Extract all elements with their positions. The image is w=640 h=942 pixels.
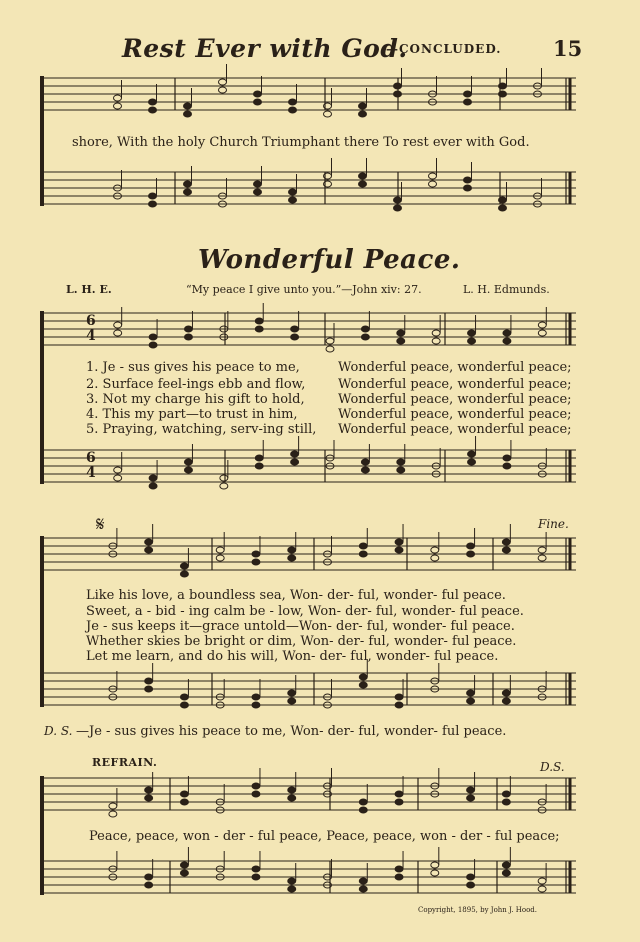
staff-1-note xyxy=(149,99,157,105)
staff-4-note xyxy=(467,795,475,801)
staff-2-bass-note xyxy=(114,475,122,481)
staff-2-note xyxy=(503,330,511,336)
staff-3-note xyxy=(180,571,188,577)
staff-2-treble xyxy=(44,313,576,345)
staff-1-bass-note xyxy=(254,181,262,187)
staff-1-bass-note xyxy=(394,205,402,211)
staff-4-note xyxy=(395,791,403,797)
staff-3-note xyxy=(288,555,296,561)
staff-1-note xyxy=(184,111,192,117)
staff-3-note xyxy=(395,547,403,553)
song-title: Wonderful Peace. xyxy=(198,245,461,275)
staff-1-treble xyxy=(44,78,576,110)
staff-1-bass-note xyxy=(359,181,367,187)
verse-1-first: 1. Je - sus gives his peace to me, xyxy=(86,360,300,375)
staff-1-note xyxy=(219,87,227,93)
staff-4-note xyxy=(145,787,153,793)
staff-3-bass-note xyxy=(502,698,510,704)
staff-1-bass-note xyxy=(464,185,472,191)
verse-2-second: Wonderful peace, wonderful peace; xyxy=(338,377,572,392)
author-initials: L. H. E. xyxy=(66,283,112,296)
verse-3-second: Wonderful peace, wonderful peace; xyxy=(338,392,572,407)
copyright-notice: Copyright, 1895, by John J. Hood. xyxy=(418,906,537,914)
staff-2-note xyxy=(397,330,405,336)
chorus-line-5: Let me learn, and do his will, Won- der- ful, wonder- ful peace. xyxy=(86,649,499,664)
staff-2-bass-note xyxy=(397,467,405,473)
staff-1-note xyxy=(219,79,227,85)
staff-4-note xyxy=(288,787,296,793)
staff-3-bass-note xyxy=(252,694,260,700)
staff-4-bass-note xyxy=(359,878,367,884)
verse-3-first: 3. Not my charge his gift to hold, xyxy=(86,392,305,407)
staff-3-note xyxy=(252,551,260,557)
staff-1-note xyxy=(464,99,472,105)
time-signature-digit: 4 xyxy=(86,465,96,481)
staff-1-bass-note xyxy=(184,189,192,195)
staff-3-treble xyxy=(44,538,576,570)
staff-2-note xyxy=(538,322,546,328)
staff-1-bass xyxy=(44,172,576,204)
staff-4-bass-note xyxy=(467,874,475,880)
refrain-label: REFRAIN. xyxy=(92,756,158,769)
ds-label: D. S. xyxy=(44,724,73,738)
staff-3-note xyxy=(252,559,260,565)
staff-1-bass-note xyxy=(429,173,437,179)
staff-3-note xyxy=(216,547,224,553)
staff-1-bass-note xyxy=(429,181,437,187)
segno-sign: 𝄋 xyxy=(96,512,105,536)
staff-3-note xyxy=(467,551,475,557)
staff-3-bass-note xyxy=(467,690,475,696)
concluded-label: —CONCLUDED. xyxy=(386,42,502,56)
staff-3-note xyxy=(467,543,475,549)
staff-1-bass-note xyxy=(499,197,507,203)
staff-1-note xyxy=(114,103,122,109)
staff-1-bass-note xyxy=(254,189,262,195)
staff-3-bass-note xyxy=(395,702,403,708)
staff-1-note xyxy=(114,95,122,101)
chorus-line-2: Sweet, a - bid - ing calm be - low, Won- der- ful, wonder- ful peace. xyxy=(86,604,524,619)
staff-2-bass-note xyxy=(184,459,192,465)
staff-4-bass-note xyxy=(431,862,439,868)
staff-3-note xyxy=(431,555,439,561)
staff-3-note xyxy=(359,551,367,557)
staff-4-bass-note xyxy=(145,882,153,888)
staff-2-bass xyxy=(44,450,576,482)
staff-2-note xyxy=(361,334,369,340)
staff-1-note xyxy=(394,91,402,97)
staff-3-bass-note xyxy=(395,694,403,700)
staff-1-note xyxy=(149,107,157,113)
verse-2-first: 2. Surface feel-ings ebb and flow, xyxy=(86,377,306,392)
staff-1-note xyxy=(254,99,262,105)
staff-4-bass-note xyxy=(288,886,296,892)
staff-2-bass-note xyxy=(291,451,299,457)
staff-3-note xyxy=(216,555,224,561)
staff-3-note xyxy=(145,547,153,553)
staff-4-treble xyxy=(44,778,576,810)
staff-4-note xyxy=(467,787,475,793)
staff-2-bass-note xyxy=(149,475,157,481)
staff-2-note xyxy=(291,334,299,340)
staff-1-note xyxy=(289,99,297,105)
staff-2-note xyxy=(503,338,511,344)
time-signature-digit: 4 xyxy=(86,328,96,344)
verse-4-second: Wonderful peace, wonderful peace; xyxy=(338,407,572,422)
staff-2-bass-note xyxy=(503,455,511,461)
ds-line: —Je - sus gives his peace to me, Won- der- ful, wonder- ful peace. xyxy=(76,724,507,739)
staff-1-note xyxy=(359,103,367,109)
staff-4-note xyxy=(359,807,367,813)
staff-2-note xyxy=(432,330,440,336)
staff-3-note xyxy=(502,547,510,553)
staff-4-note xyxy=(502,799,510,805)
verse-4-first: 4. This my part—to trust in him, xyxy=(86,407,298,422)
staff-4-bass-note xyxy=(467,882,475,888)
staff-2-note xyxy=(432,338,440,344)
staff-2-note xyxy=(114,322,122,328)
staff-2-note xyxy=(361,326,369,332)
staff-3-note xyxy=(395,539,403,545)
staff-1-note xyxy=(359,111,367,117)
staff-2-note xyxy=(468,338,476,344)
staff-1-note xyxy=(289,107,297,113)
staff-2-note xyxy=(468,330,476,336)
staff-4-bass-note xyxy=(180,862,188,868)
staff-4-note xyxy=(502,791,510,797)
staff-2-bass-note xyxy=(503,463,511,469)
staff-3-note xyxy=(538,555,546,561)
staff-2-bass-note xyxy=(184,467,192,473)
staff-2-note xyxy=(538,330,546,336)
staff-4-note xyxy=(252,791,260,797)
staff-4-bass-note xyxy=(502,862,510,868)
staff-3-note xyxy=(288,547,296,553)
staff-2-bass-note xyxy=(361,459,369,465)
staff-4-bass-note xyxy=(288,878,296,884)
staff-2-bass-note xyxy=(114,467,122,473)
staff-4-note xyxy=(359,799,367,805)
staff-3-bass-note xyxy=(180,694,188,700)
staff-2-note xyxy=(255,318,263,324)
staff-4-note xyxy=(145,795,153,801)
staff-4-note xyxy=(109,811,117,817)
staff-1-bass-note xyxy=(394,197,402,203)
staff-1-note xyxy=(499,83,507,89)
staff-1-bass-note xyxy=(289,197,297,203)
fine-label: Fine. xyxy=(538,517,569,531)
staff-4-bass-note xyxy=(395,874,403,880)
staff-1-bass-note xyxy=(149,201,157,207)
staff-3-note xyxy=(145,539,153,545)
staff-3-note xyxy=(180,563,188,569)
staff-2-bass-note xyxy=(255,463,263,469)
staff-4-bass-note xyxy=(180,870,188,876)
staff-2-bass-note xyxy=(397,459,405,465)
staff-3-note xyxy=(502,539,510,545)
staff-3-bass-note xyxy=(180,702,188,708)
chorus-line-3: Je - sus keeps it—grace untold—Won- der- ful, wonder- ful peace. xyxy=(86,619,515,634)
staff-3-bass-note xyxy=(359,674,367,680)
staff-3-note xyxy=(538,547,546,553)
staff-3-bass-note xyxy=(359,682,367,688)
staff-1-bass-note xyxy=(499,205,507,211)
staff-2-note xyxy=(326,338,334,344)
staff-4-bass-note xyxy=(538,886,546,892)
staff-4-note xyxy=(180,791,188,797)
verse-5-first: 5. Praying, watching, serv-ing still, xyxy=(86,422,317,437)
staff-4-bass-note xyxy=(359,886,367,892)
staff-4-bass-note xyxy=(431,870,439,876)
staff-4-note xyxy=(252,783,260,789)
verse-5-second: Wonderful peace, wonderful peace; xyxy=(338,422,572,437)
chorus-line-1: Like his love, a boundless sea, Won- der- ful, wonder- ful peace. xyxy=(86,588,506,603)
staff-2-bass-note xyxy=(361,467,369,473)
staff-4-note xyxy=(395,799,403,805)
staff-2-bass-note xyxy=(149,483,157,489)
hymn-title-concluded: Rest Ever with God. xyxy=(122,34,408,63)
staff-4-bass-note xyxy=(502,870,510,876)
staff-2-note xyxy=(397,338,405,344)
staff-4-note xyxy=(109,803,117,809)
staff-1-bass-note xyxy=(184,181,192,187)
chorus-line-4: Whether skies be bright or dim, Won- der- ful, wonder- ful peace. xyxy=(86,634,517,649)
staff-1-note xyxy=(254,91,262,97)
staff-3-bass-note xyxy=(288,690,296,696)
staff-2-bass-note xyxy=(255,455,263,461)
staff-2-bass-note xyxy=(468,451,476,457)
staff-1-note xyxy=(184,103,192,109)
staff-4-bass-note xyxy=(395,866,403,872)
staff-1-note xyxy=(499,91,507,97)
staff-3-bass-note xyxy=(502,690,510,696)
staff-4-bass-note xyxy=(252,874,260,880)
staff-4-note xyxy=(180,799,188,805)
staff-2-note xyxy=(184,334,192,340)
staff-4-bass xyxy=(44,861,576,893)
staff-2-note xyxy=(149,342,157,348)
staff-4-bass-note xyxy=(145,874,153,880)
staff-3-bass-note xyxy=(252,702,260,708)
staff-2-bass-note xyxy=(220,483,228,489)
first-hymn-lyric: shore, With the holy Church Triumphant there To rest ever with God. xyxy=(72,135,530,150)
staff-3-bass-note xyxy=(467,698,475,704)
refrain-line: Peace, peace, won - der - ful peace, Peace, peace, won - der - ful peace; xyxy=(89,829,560,844)
staff-2-note xyxy=(255,326,263,332)
page-number: 15 xyxy=(553,36,583,61)
staff-2-bass-note xyxy=(468,459,476,465)
staff-2-bass-note xyxy=(291,459,299,465)
composer-name: L. H. Edmunds. xyxy=(463,283,550,296)
staff-1-bass-note xyxy=(289,189,297,195)
refrain-ds-label: D.S. xyxy=(540,760,565,774)
staff-2-note xyxy=(149,334,157,340)
staff-4-bass-note xyxy=(538,878,546,884)
staff-3-bass-note xyxy=(145,678,153,684)
staff-1-bass-note xyxy=(149,193,157,199)
staff-2-note xyxy=(184,326,192,332)
staff-4-bass-note xyxy=(252,866,260,872)
staff-3-note xyxy=(431,547,439,553)
scripture-reference: “My peace I give unto you.”—John xiv: 27. xyxy=(186,283,422,296)
staff-2-note xyxy=(114,330,122,336)
time-signature-digit: 6 xyxy=(86,313,96,329)
staff-1-note xyxy=(324,111,332,117)
staff-1-bass-note xyxy=(464,177,472,183)
staff-3-bass-note xyxy=(145,686,153,692)
staff-3-bass-note xyxy=(288,698,296,704)
staff-2-bass-note xyxy=(220,475,228,481)
verse-1-second: Wonderful peace, wonderful peace; xyxy=(338,360,572,375)
staff-1-note xyxy=(464,91,472,97)
staff-2-note xyxy=(291,326,299,332)
time-signature-digit: 6 xyxy=(86,450,96,466)
staff-1-bass-note xyxy=(359,173,367,179)
staff-4-note xyxy=(288,795,296,801)
staff-1-note xyxy=(394,83,402,89)
staff-2-note xyxy=(326,346,334,352)
staff-3-bass xyxy=(44,673,576,705)
staff-3-note xyxy=(359,543,367,549)
